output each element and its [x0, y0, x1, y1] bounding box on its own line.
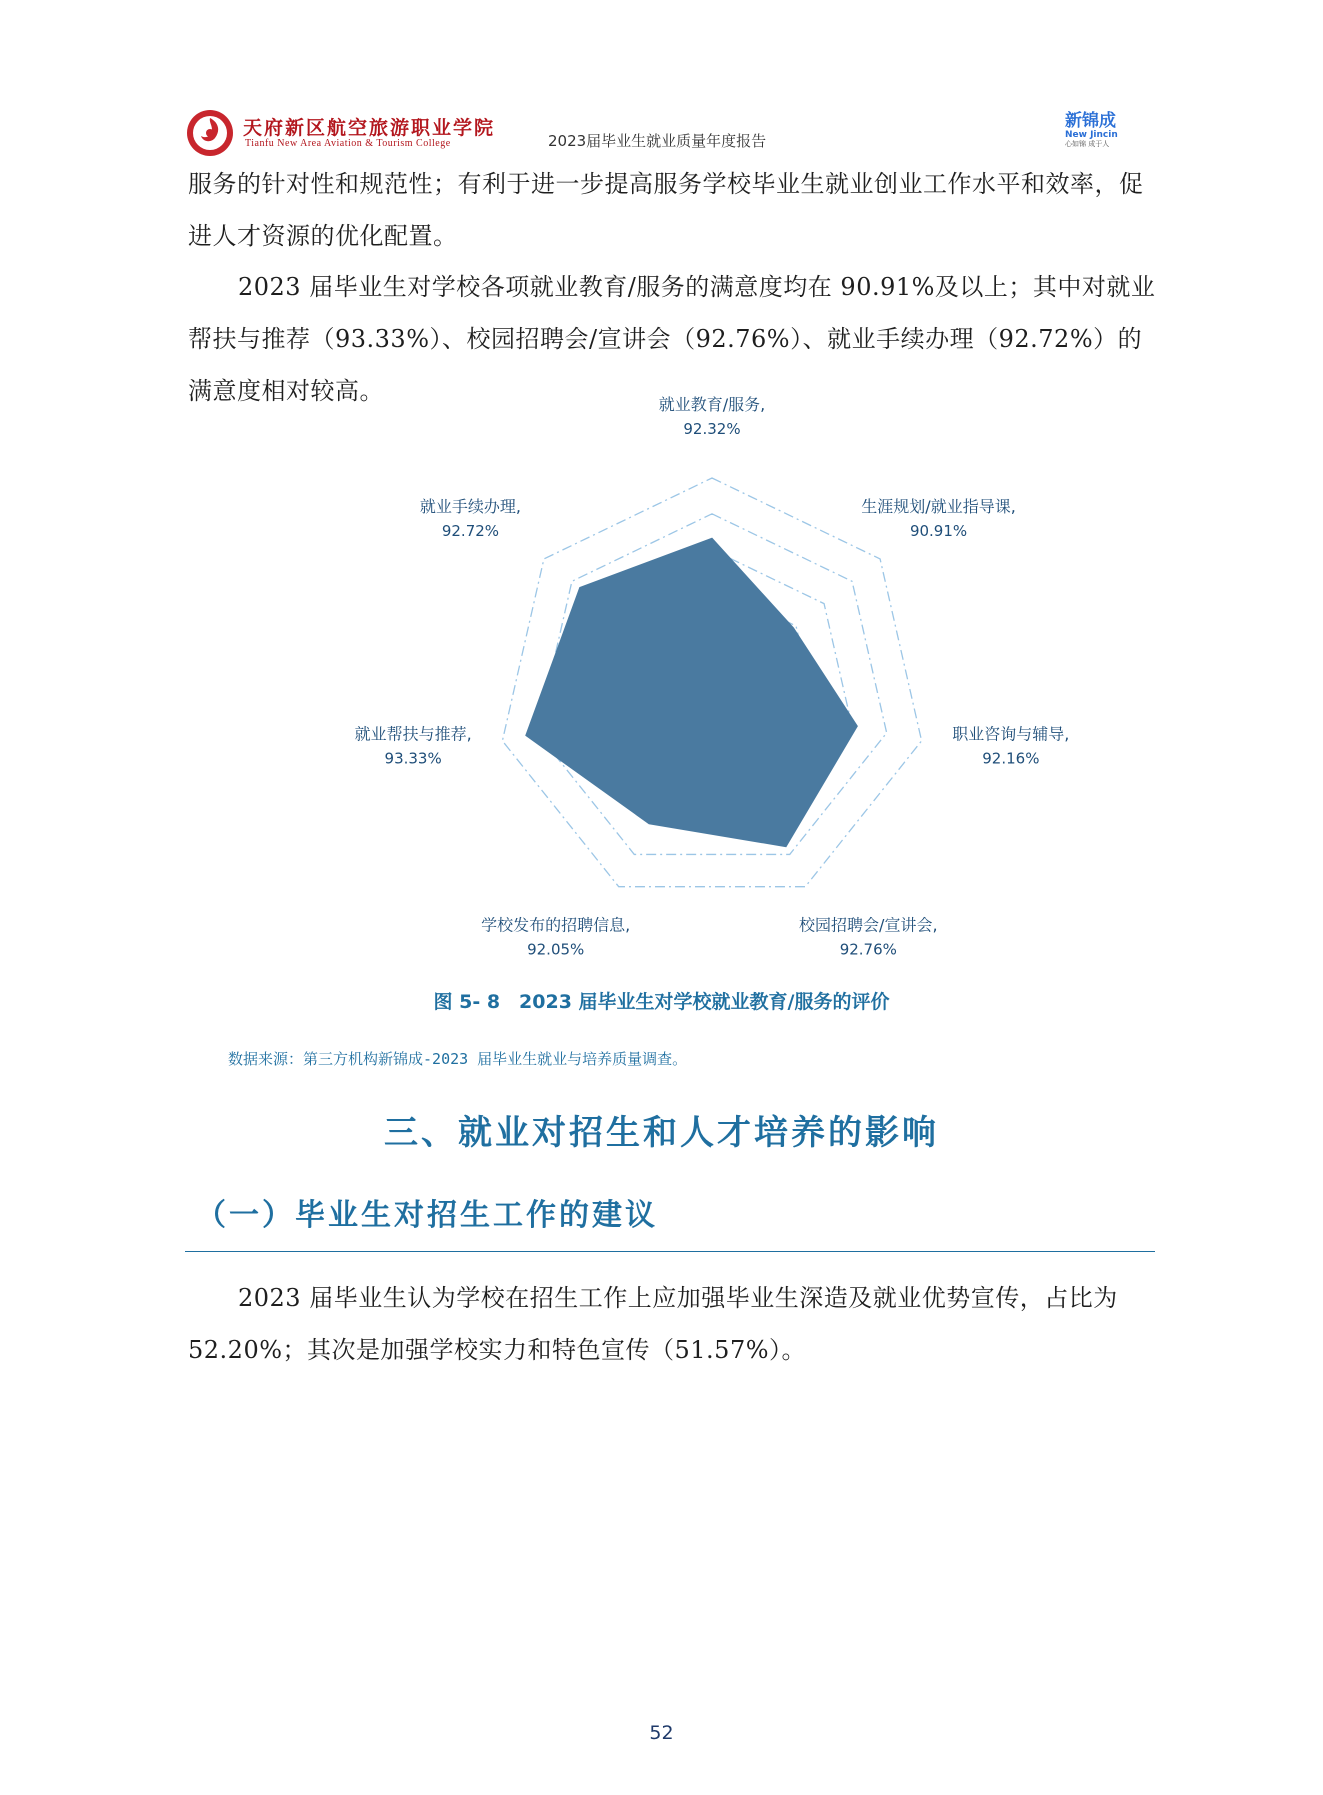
radar-category-label: 就业手续办理,: [419, 497, 521, 517]
paragraph-2: 2023 届毕业生对学校各项就业教育/服务的满意度均在 90.91%及以上；其中对就业帮扶与推荐（93.33%）、校园招聘会/宣讲会（92.76%）、就业手续办理（92.72%）的满意度相对较高。: [188, 273, 1156, 405]
college-name-cn: 天府新区航空旅游职业学院: [243, 117, 496, 139]
college-name-en: Tianfu New Area Aviation & Tourism College: [245, 138, 451, 149]
radar-value-label: 92.72%: [441, 522, 500, 541]
radar-category-label: 生涯规划/就业指导课,: [861, 497, 1016, 517]
radar-category-label: 校园招聘会/宣讲会,: [799, 915, 938, 935]
brand-slogan: 心如锦 成于人: [1065, 140, 1110, 148]
brand-name-en: New Jincin: [1065, 130, 1118, 140]
brand-name-cn: 新锦成: [1065, 111, 1116, 131]
radar-category-label: 学校发布的招聘信息,: [481, 915, 631, 935]
radar-category-label: 就业帮扶与推荐,: [354, 724, 472, 744]
section-title: 三、就业对招生和人才培养的影响: [384, 1113, 939, 1153]
radar-chart-svg: [0, 395, 1323, 965]
radar-value-label: 92.76%: [839, 940, 897, 959]
subsection-title: （一）毕业生对招生工作的建议: [196, 1198, 658, 1233]
figure-caption: 图 5- 8 2023 届毕业生对学校就业教育/服务的评价: [433, 991, 890, 1013]
radar-value-label: 90.91%: [909, 522, 968, 541]
data-source-note: 数据来源：第三方机构新锦成-2023 届毕业生就业与培养质量调查。: [228, 1050, 688, 1068]
radar-value-label: 93.33%: [384, 749, 442, 768]
radar-value-label: 92.32%: [683, 420, 741, 438]
paragraph-1: 服务的针对性和规范性；有利于进一步提高服务学校毕业生就业创业工作水平和效率，促进人才资源的优化配置。: [188, 170, 1144, 250]
paragraph-3: 2023 届毕业生认为学校在招生工作上应加强毕业生深造及就业优势宣传，占比为 52.20%；其次是加强学校实力和特色宣传（51.57%）。: [188, 1284, 1118, 1364]
radar-value-label: 92.05%: [527, 940, 585, 959]
radar-category-label: 就业教育/服务,: [658, 395, 766, 414]
radar-chart: [0, 395, 1323, 965]
radar-value-label: 92.16%: [982, 749, 1040, 768]
radar-category-label: 职业咨询与辅导,: [952, 724, 1070, 744]
subsection-divider: [185, 1251, 1155, 1252]
brand-logo: [1065, 112, 1145, 149]
radar-data-area: [526, 538, 858, 846]
report-title: 2023届毕业生就业质量年度报告: [548, 132, 767, 150]
page-number: 52: [649, 1722, 674, 1744]
page-header: [185, 108, 1145, 150]
college-logo-icon: [185, 108, 235, 158]
